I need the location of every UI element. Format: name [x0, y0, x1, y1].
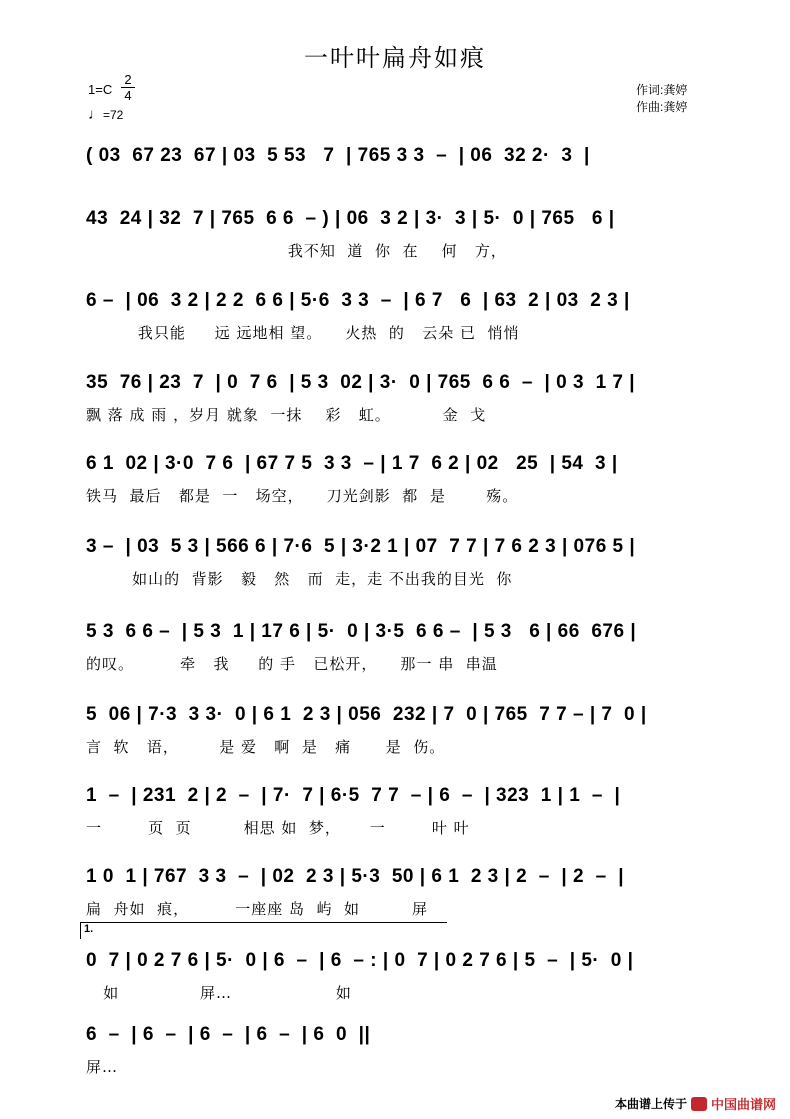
notation-line: 6 – | 06 3 2 | 2 2 6 6 | 5·6 3 3 – | 6 7 6 | 63 2 | 03 2 3 | — [86, 290, 630, 311]
notation-line: 1 – | 231 2 | 2 – | 7· 7 | 6·5 7 7 – | 6 – | 323 1 | 1 – | — [86, 785, 621, 806]
lyrics-line: 如山的 背影 毅 然 而 走，走 不出我的目光 你 — [86, 570, 513, 588]
notation-line: 5 3 6 6 – | 5 3 1 | 17 6 | 5· 0 | 3·5 6 6 – | 5 3 6 | 66 676 | — [86, 621, 637, 642]
lyrics-line: 我不知 道 你 在 何 方， — [86, 242, 507, 260]
lyrics-line: 的叹。 牵 我 的 手 已松开， 那一 串 串温 — [86, 655, 498, 673]
lyrics-line: 飘 落 成 雨 ，岁月 就象 一抹 彩 虹。 金 戈 — [86, 406, 487, 424]
time-signature-bottom: 4 — [121, 87, 135, 103]
notation-line: 43 24 | 32 7 | 765 6 6 – ) | 06 3 2 | 3· 3 | 5· 0 | 765 6 | — [86, 208, 615, 229]
notation-line: 5 06 | 7·3 3 3· 0 | 6 1 2 3 | 056 232 | 7 0 | 765 7 7 – | 7 0 | — [86, 704, 647, 725]
lyrics-line: 如 屏… 如 — [86, 984, 352, 1002]
lyrics-line: 言 软 语， 是 爱 啊 是 痛 是 伤。 — [86, 738, 446, 756]
notation-line: 0 7 | 0 2 7 6 | 5· 0 | 6 – | 6 – : | 0 7 | 0 2 7 6 | 5 – | 5· 0 | — [86, 950, 634, 971]
key-signature: 1=C — [88, 82, 113, 97]
upload-text: 本曲谱上传于 — [614, 1097, 687, 1111]
notation-line: 6 1 02 | 3·0 7 6 | 67 7 5 3 3 – | 1 7 6 2 | 02 25 | 54 3 | — [86, 453, 618, 474]
time-signature-top: 2 — [124, 72, 132, 87]
tempo-marking — [88, 106, 123, 123]
lyricist-credit: 作词:龚婷 — [636, 83, 688, 97]
volta-label: 1. — [84, 923, 94, 935]
notation-line: 35 76 | 23 7 | 0 7 6 | 5 3 02 | 3· 0 | 765 6 6 – | 0 3 1 7 | — [86, 372, 636, 393]
notation-line: 3 – | 03 5 3 | 566 6 | 7·6 5 | 3·2 1 | 07 7 7 | 7 6 2 3 | 076 5 | — [86, 536, 636, 557]
notation-line: ( 03 67 23 67 | 03 5 53 7 | 765 3 3 – | 06 32 2· 3 | — [86, 145, 590, 166]
volta-bracket — [80, 922, 447, 939]
time-signature — [121, 72, 135, 103]
lyrics-line: 铁马 最后 都是 一 场空， 刀光剑影 都 是 殇。 — [86, 487, 519, 505]
notation-line: 1 0 1 | 767 3 3 – | 02 2 3 | 5·3 50 | 6 1 2 3 | 2 – | 2 – | — [86, 866, 625, 887]
tempo-value: =72 — [103, 108, 124, 122]
notation-line: 6 – | 6 – | 6 – | 6 – | 6 0 || — [86, 1024, 371, 1045]
song-title: 一叶叶扁舟如痕 — [304, 44, 486, 72]
site-logo-icon — [691, 1097, 707, 1111]
footer-credit — [615, 1094, 776, 1113]
lyrics-line: 扁 舟如 痕， 一座座 岛 屿 如 屏 — [86, 900, 428, 918]
lyrics-line: 屏… — [86, 1058, 119, 1076]
quarter-note-icon: ♩ — [88, 106, 103, 123]
lyrics-line: 一 页 页 相思 如 梦， 一 叶 叶 — [86, 819, 470, 837]
site-name: 中国曲谱网 — [710, 1097, 776, 1112]
lyrics-line: 我只能 远 远地相 望。 火热 的 云朵 已 悄悄 — [86, 324, 520, 342]
composer-credit: 作曲:龚婷 — [636, 100, 688, 114]
credits — [636, 82, 687, 116]
